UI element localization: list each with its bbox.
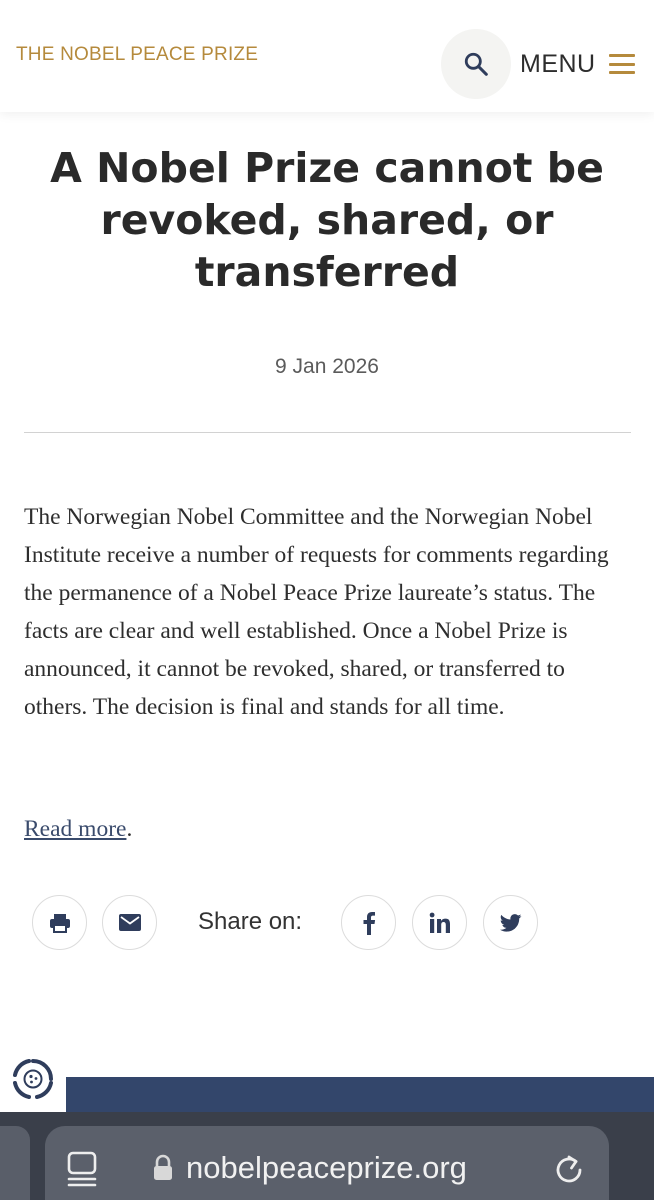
- mail-icon: [119, 914, 141, 931]
- email-share-button[interactable]: [102, 895, 157, 950]
- share-row: [0, 895, 654, 951]
- site-header: [0, 0, 654, 112]
- previous-tab[interactable]: [0, 1126, 30, 1200]
- article-date: 9 Jan 2026: [275, 355, 379, 378]
- site-footer: [66, 1077, 654, 1117]
- cookie-settings-icon: [10, 1056, 56, 1102]
- linkedin-icon: [429, 912, 451, 934]
- tabs-icon[interactable]: [66, 1150, 100, 1188]
- facebook-icon: [362, 911, 376, 935]
- share-label: Share on:: [198, 908, 303, 935]
- site-logo[interactable]: THE NOBEL PEACE PRIZE: [16, 44, 259, 65]
- read-more-paragraph: [24, 810, 132, 848]
- reload-icon[interactable]: [553, 1150, 587, 1186]
- url-text[interactable]: nobelpeaceprize.org: [186, 1150, 467, 1185]
- linkedin-share-button[interactable]: [412, 895, 467, 950]
- divider: [24, 432, 631, 433]
- search-icon: [463, 51, 489, 77]
- menu-label: MENU: [520, 49, 596, 78]
- twitter-share-button[interactable]: [483, 895, 538, 950]
- print-button[interactable]: [32, 895, 87, 950]
- lock-icon: [152, 1154, 174, 1182]
- menu-button[interactable]: [520, 48, 635, 80]
- search-button[interactable]: [441, 29, 511, 99]
- cookie-settings-button[interactable]: [0, 1044, 66, 1114]
- read-more-period: .: [126, 816, 133, 842]
- article-body: The Norwegian Nobel Committee and the Norwegian Nobel Institute receive a number of requests for comments regarding the permanence of a Nobel Peace Prize laureate’s status. The facts are clear and well established. Once a Nobel Prize is announced, it cannot be revoked, shared, or transferred to others. The decision is final and stands for all time.: [24, 504, 609, 720]
- read-more-link[interactable]: Read more: [24, 816, 127, 842]
- print-icon: [49, 913, 71, 933]
- hamburger-icon: [609, 54, 635, 74]
- page-title: A Nobel Prize cannot be revoked, shared, or transferred: [50, 144, 604, 296]
- twitter-icon: [500, 914, 522, 932]
- facebook-share-button[interactable]: [341, 895, 396, 950]
